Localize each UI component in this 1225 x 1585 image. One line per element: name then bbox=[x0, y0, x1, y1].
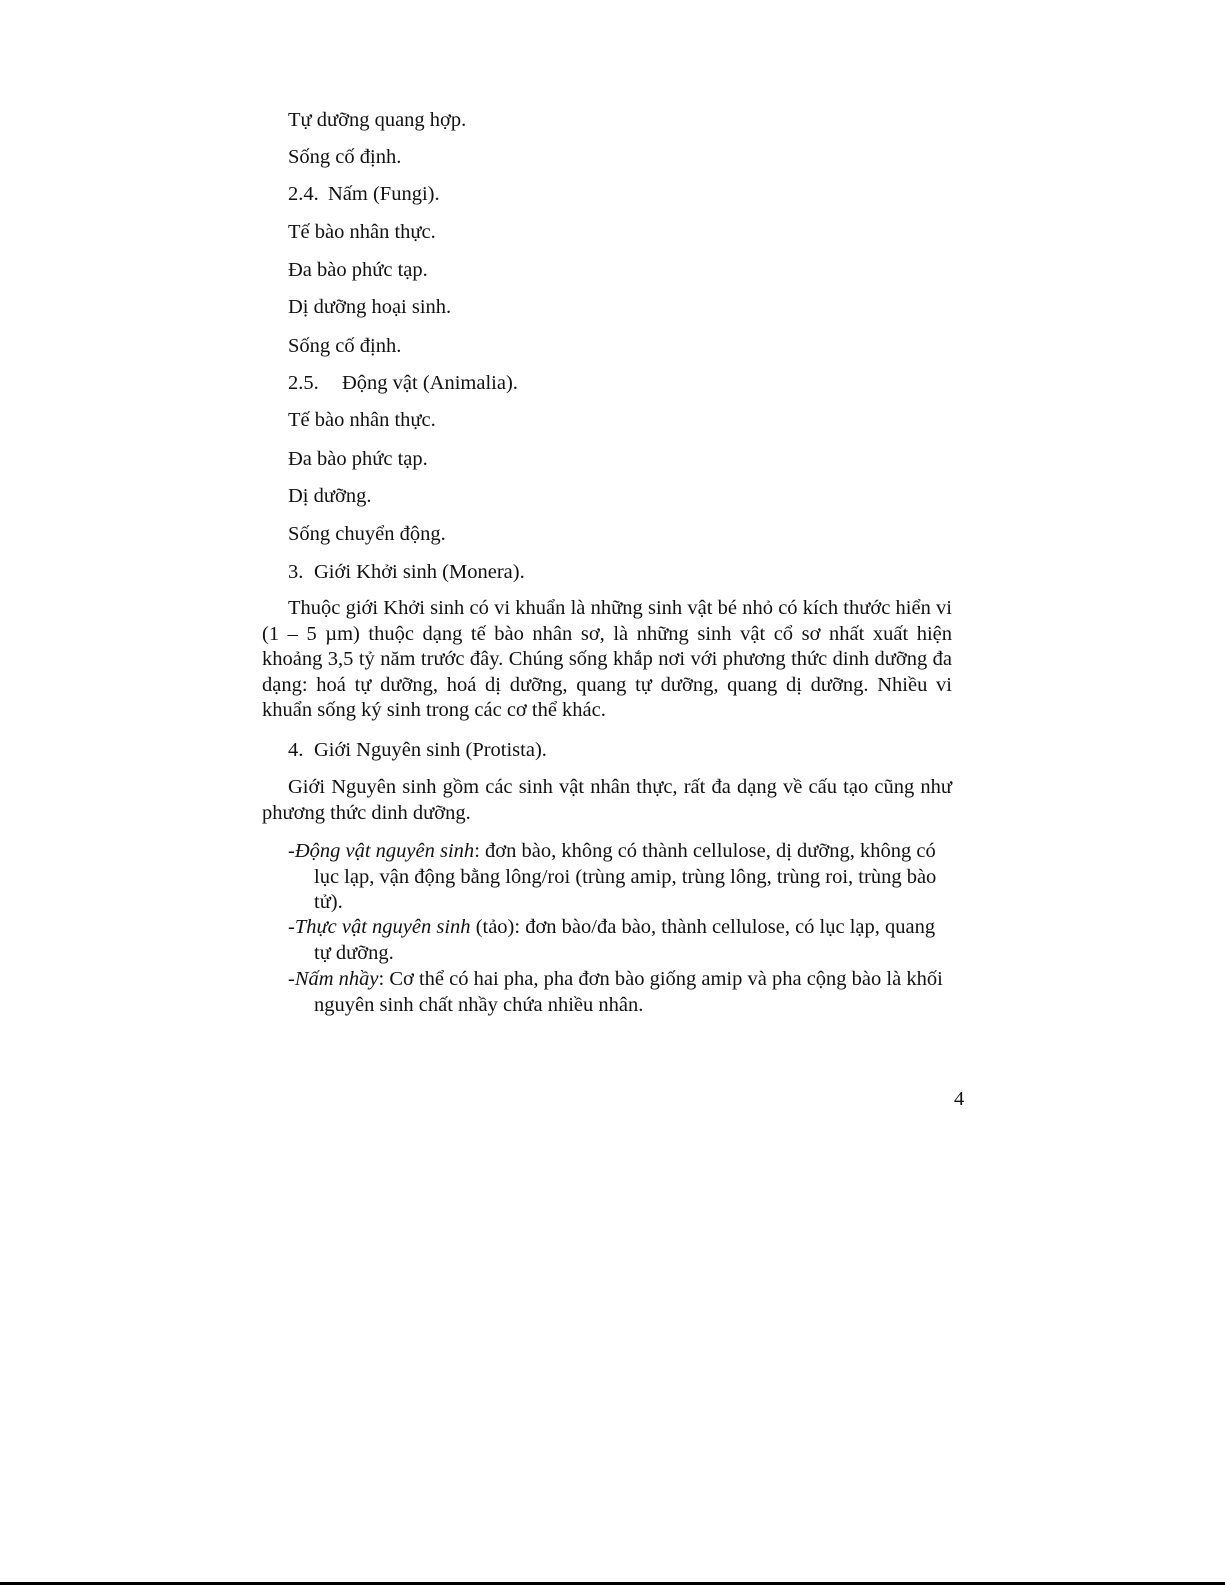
text-line: Sống cố định. bbox=[288, 146, 402, 168]
bullet-term: Nấm nhầy bbox=[294, 968, 379, 990]
text-line: Đa bào phức tạp. bbox=[288, 259, 428, 281]
section-heading-4 bbox=[288, 737, 547, 763]
text-line: Dị dưỡng hoại sinh. bbox=[288, 296, 452, 318]
bullet-item bbox=[288, 915, 954, 966]
text-line: Dị dưỡng. bbox=[288, 485, 372, 507]
bullet-term: Động vật nguyên sinh bbox=[294, 840, 475, 862]
section-number: 2.5. bbox=[288, 372, 319, 394]
section-title: Giới Khởi sinh (Monera). bbox=[314, 561, 525, 583]
bullet-term: Thực vật nguyên sinh bbox=[294, 916, 471, 938]
text-line: Sống cố định. bbox=[288, 335, 402, 357]
bullet-text: : đơn bào, không có thành cellulose, dị dưỡng, không có lục lạp, vận động bằng lông/roi (trùng amip, trùng lông, trùng roi, trùng bào tử). bbox=[314, 840, 937, 914]
bullet-prefix: - bbox=[288, 916, 295, 938]
bullet-item bbox=[288, 839, 954, 916]
section-heading-2-5 bbox=[288, 370, 518, 396]
section-title: Động vật (Animalia). bbox=[342, 372, 518, 394]
text-line: Tự dưỡng quang hợp. bbox=[288, 109, 467, 131]
section-title: Nấm (Fungi). bbox=[328, 183, 440, 205]
section-number: 4. bbox=[288, 739, 304, 761]
protista-paragraph: Giới Nguyên sinh gồm các sinh vật nhân thực, rất đa dạng về cấu tạo cũng như phương thức dinh dưỡng. bbox=[262, 776, 952, 824]
bullet-prefix: - bbox=[288, 840, 295, 862]
bullet-text: : Cơ thể có hai pha, pha đơn bào giống amip và pha cộng bào là khối nguyên sinh chất nhầy chứa nhiều nhân. bbox=[314, 968, 943, 1016]
text-line: Tế bào nhân thực. bbox=[288, 221, 436, 243]
page-number: 4 bbox=[954, 1088, 965, 1110]
text-line: Sống chuyển động. bbox=[288, 523, 446, 545]
section-number: 2.4. bbox=[288, 183, 319, 205]
monera-paragraph: Thuộc giới Khởi sinh có vi khuẩn là những sinh vật bé nhỏ có kích thước hiển vi (1 – 5 µm) thuộc dạng tế bào nhân sơ, là những sinh vật cổ sơ nhất xuất hiện khoảng 3,5 tỷ năm trước đây. Chúng sống khắp nơi với phương thức dinh dưỡng đa dạng: hoá tự dưỡng, hoá dị dưỡng, quang tự dưỡng, quang dị dưỡng. Nhiều vi khuẩn sống ký sinh trong các cơ thể khác. bbox=[262, 597, 952, 722]
text-line: Tế bào nhân thực. bbox=[288, 409, 436, 431]
bullet-text: (tảo): đơn bào/đa bào, thành cellulose, có lục lạp, quang tự dưỡng. bbox=[314, 916, 936, 964]
bullet-item bbox=[288, 967, 954, 1018]
section-title: Giới Nguyên sinh (Protista). bbox=[314, 739, 547, 761]
section-heading-3 bbox=[288, 559, 525, 585]
bullet-prefix: - bbox=[288, 968, 295, 990]
section-heading-2-4 bbox=[288, 181, 440, 207]
section-number: 3. bbox=[288, 561, 304, 583]
text-line: Đa bào phức tạp. bbox=[288, 448, 428, 470]
